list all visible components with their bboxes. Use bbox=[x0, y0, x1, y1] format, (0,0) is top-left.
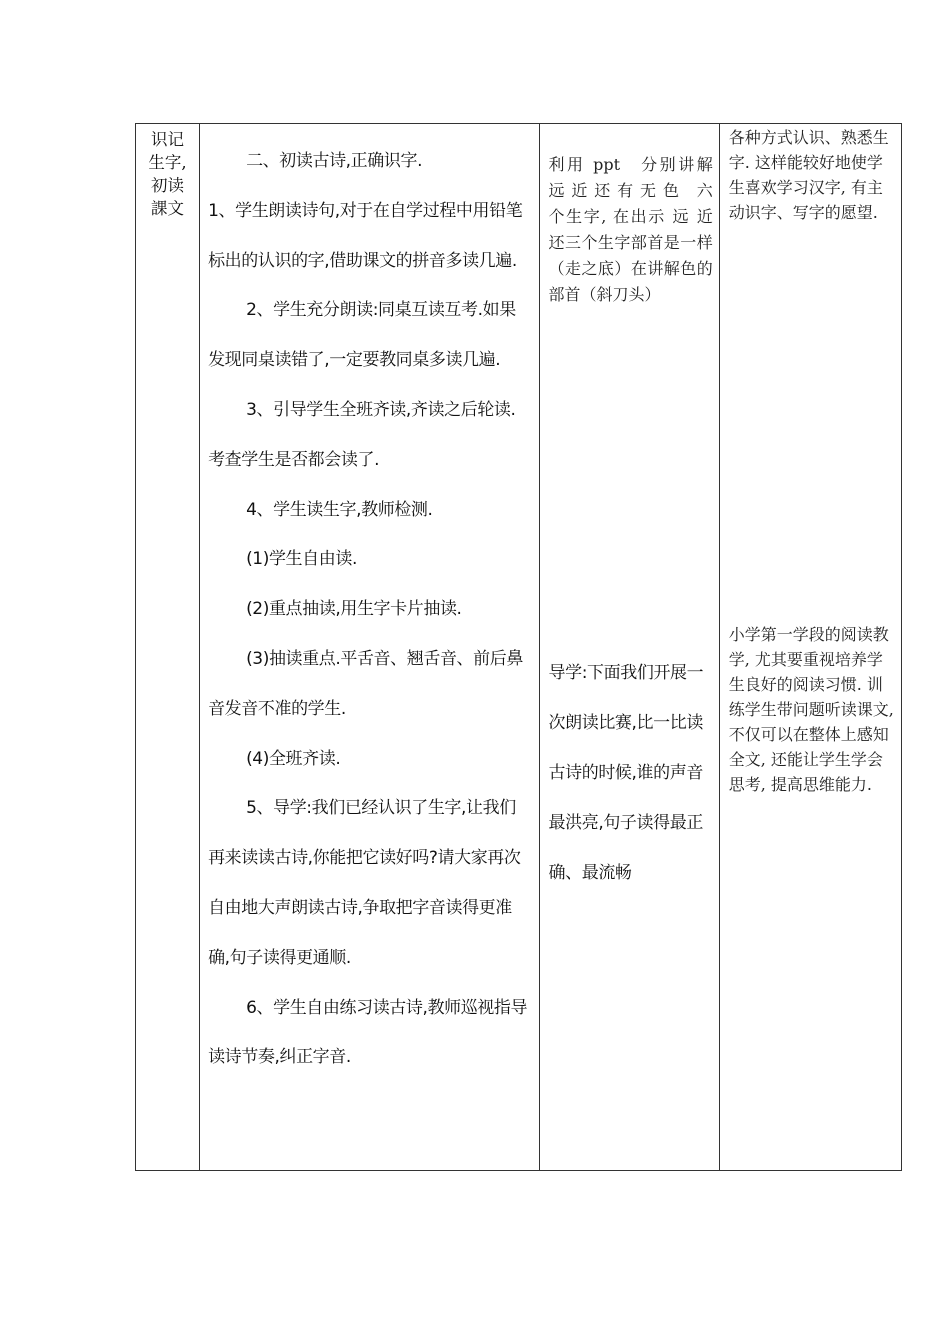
intent-note: 各种方式认识、熟悉生字. 这样能较好地使学生喜欢学习汉字, 有主动识字、写字的愿望. bbox=[728, 128, 889, 222]
table-row bbox=[136, 124, 902, 1171]
topic-line: 課文 bbox=[151, 199, 185, 218]
step-heading: 二、初读古诗,正确识字. bbox=[246, 151, 423, 171]
step-item: 4、学生读生字,教师检测. bbox=[246, 499, 433, 520]
step-item: 1、学生朗读诗句,对于在自学过程中用铅笔标出的认识的字,借助课文的拼音多读几遍. bbox=[208, 200, 523, 271]
method-guide: 导学:下面我们开展一次朗读比赛,比一比读古诗的时候,谁的声音最洪亮,句子读得最正确、最流畅 bbox=[548, 663, 704, 883]
teaching-method-cell bbox=[539, 124, 719, 1171]
topic-line: 识记 bbox=[151, 130, 185, 149]
step-item: 2、学生充分朗读:同桌互读互考.如果发现同桌读错了,一定要教同桌多读几遍. bbox=[208, 300, 516, 371]
lesson-plan-table bbox=[135, 123, 902, 1171]
method-note: 利用 ppt 分别讲解 远 近 还 有 无 色 六个生字, 在出示 远 近 还三个生字部首是一样（走之底）在讲解色的部首（斜刀头） bbox=[548, 155, 713, 304]
step-item: 6、学生自由练习读古诗,教师巡视指导读诗节奏,纠正字音. bbox=[208, 997, 528, 1068]
step-subitem: (2)重点抽读,用生字卡片抽读. bbox=[246, 599, 462, 620]
topic-line: 初读 bbox=[151, 176, 185, 195]
step-subitem: (1)学生自由读. bbox=[246, 549, 357, 570]
step-item: 5、导学:我们已经认识了生字,让我们再来读读古诗,你能把它读好吗?请大家再次自由地大声朗读古诗,争取把字音读得更准确,句子读得更通顺. bbox=[208, 798, 521, 968]
intent-note: 小学第一学段的阅读教学, 尤其要重视培养学生良好的阅读习惯. 训练学生带问题听读课文, 不仅可以在整体上感知全文, 还能让学生学会思考, 提高思维能力. bbox=[728, 625, 894, 794]
step-item: 3、引导学生全班齐读,齐读之后轮读.考查学生是否都会读了. bbox=[208, 399, 516, 470]
design-intent-cell bbox=[719, 124, 901, 1171]
section-topic-cell bbox=[136, 124, 200, 1171]
step-subitem: (4)全班齐读. bbox=[246, 748, 341, 769]
step-subitem: (3)抽读重点.平舌音、翘舌音、前后鼻音发音不准的学生. bbox=[208, 648, 523, 719]
topic-line: 生字, bbox=[148, 153, 187, 172]
teaching-steps-cell bbox=[200, 124, 539, 1171]
